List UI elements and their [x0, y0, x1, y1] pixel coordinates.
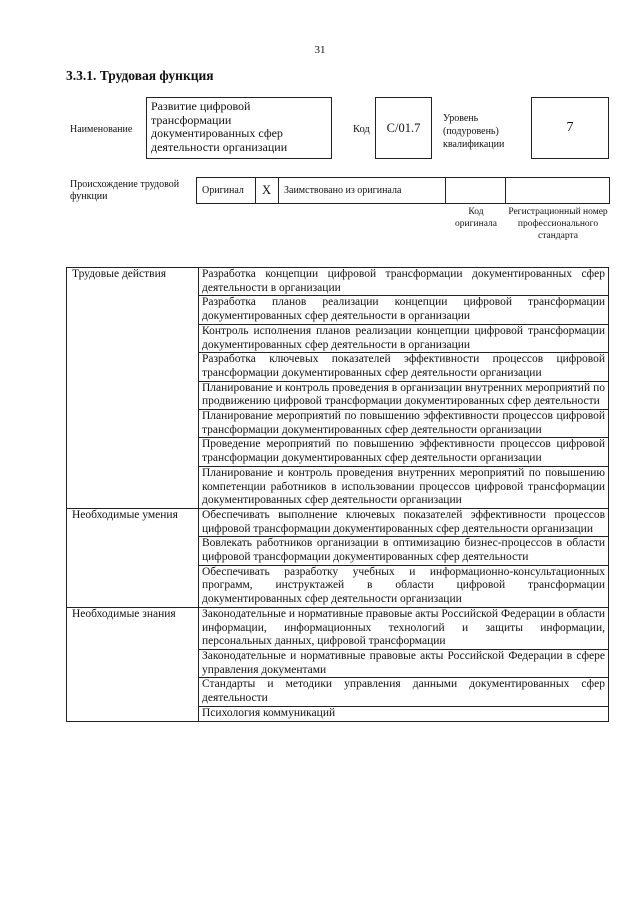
group-item: Разработка концепции цифровой трансформации документированных сфер деятельности в организации — [199, 268, 609, 296]
code-value: C/01.7 — [375, 97, 432, 159]
level-label: Уровень (подуровень) квалификации — [443, 113, 505, 150]
group-item: Законодательные и нормативные правовые акты Российской Федерации в области информации, информационных технологий и защиты информации, персональных данных, цифровой трансформации — [199, 607, 609, 649]
group-title: Трудовые действия — [67, 268, 199, 509]
origin-mark-cell: X — [255, 177, 279, 204]
origin-reg-number-cell — [505, 177, 610, 204]
group-item: Планирование и контроль проведения в организации внутренних мероприятий по продвижению цифровой трансформации документированных сфер деятельности — [199, 381, 609, 409]
group-item: Обеспечивать выполнение ключевых показателей эффективности процессов цифровой трансформации документированных сфер деятельности организации — [199, 508, 609, 536]
page-number: 31 — [314, 44, 326, 56]
group-item: Планирование мероприятий по повышению эффективности процессов цифровой трансформации документированных сфер деятельности организации — [199, 410, 609, 438]
group-item: Законодательные и нормативные правовые акты Российской Федерации в сфере управления документами — [199, 649, 609, 677]
group-item: Стандарты и методики управления данными документированных сфер деятельности — [199, 678, 609, 706]
origin-original-cell: Оригинал — [196, 177, 256, 204]
group-item: Проведение мероприятий по повышению эффективности процессов цифровой трансформации документированных сфер деятельности организации — [199, 438, 609, 466]
table-row — [67, 607, 609, 649]
name-value: Развитие цифровой трансформации документированных сфер деятельности организации — [146, 97, 332, 159]
code-original-caption: Код оригинала — [455, 207, 497, 229]
group-item: Контроль исполнения планов реализации концепции цифровой трансформации документированных сфер деятельности в организации — [199, 324, 609, 352]
origin-borrowed-cell: Заимствовано из оригинала — [278, 177, 446, 204]
reg-number-caption: Регистрационный номер профессионального стандарта — [508, 207, 608, 241]
group-item: Разработка планов реализации концепции цифровой трансформации документированных сфер деятельности в организации — [199, 296, 609, 324]
table-row — [67, 268, 609, 296]
group-item: Обеспечивать разработку учебных и информационно-консультационных программ, инструктажей в области цифровой трансформации документированных сфер деятельности организации — [199, 565, 609, 607]
name-label: Наименование — [70, 124, 133, 135]
group-title: Необходимые умения — [67, 508, 199, 607]
table-row — [67, 508, 609, 536]
group-item: Планирование и контроль проведения внутренних мероприятий по повышению компетенции работников в использовании процессов цифровой трансформации документированных сфер деятельности организации — [199, 466, 609, 508]
level-value: 7 — [531, 97, 609, 159]
origin-code-cell — [445, 177, 506, 204]
code-label: Код — [353, 124, 370, 135]
group-item: Разработка ключевых показателей эффективности процессов цифровой трансформации документированных сфер деятельности организации — [199, 353, 609, 381]
function-table — [66, 267, 609, 722]
group-title: Необходимые знания — [67, 607, 199, 721]
section-title: 3.3.1. Трудовая функция — [66, 68, 214, 83]
origin-label: Происхождение трудовой функции — [70, 179, 180, 202]
group-item: Психология коммуникаций — [199, 706, 609, 721]
group-item: Вовлекать работников организации в оптимизацию бизнес-процессов в области цифровой трансформации документированных сфер деятельности — [199, 537, 609, 565]
